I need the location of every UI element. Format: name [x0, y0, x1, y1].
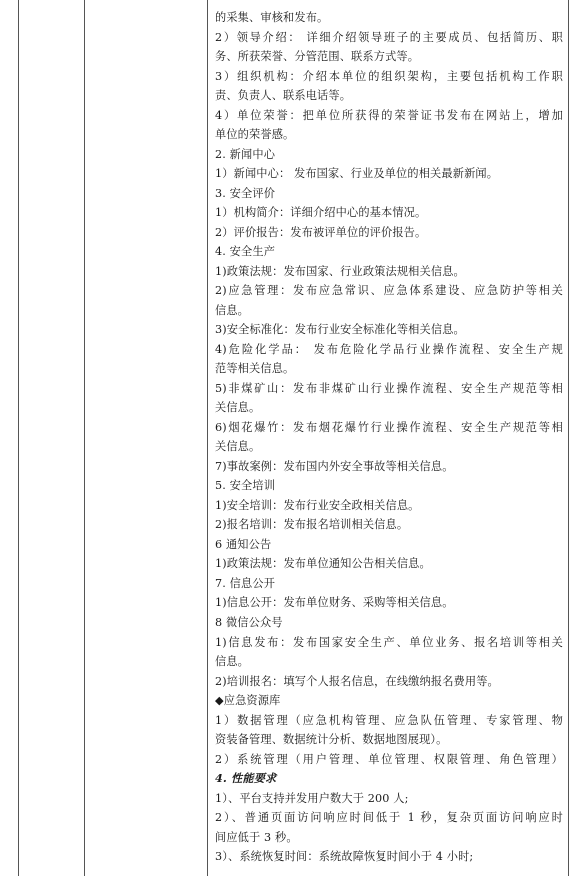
text-line: 4)危险化学品： 发布危险化学品行业操作流程、安全生产规: [215, 342, 563, 356]
text-line: 2)应急管理：发布应急常识、应急体系建设、应急防护等相关: [215, 284, 563, 298]
text-line: 的采集、审核和发布。: [215, 11, 329, 24]
text-line: 1)安全培训：发布行业安全政相关信息。: [215, 498, 420, 512]
text-line: 4. 安全生产: [215, 245, 276, 259]
text-line: 范等相关信息。: [215, 362, 295, 376]
text-line: 1）新闻中心： 发布国家、行业及单位的相关最新新闻。: [215, 167, 499, 181]
text-line: 7. 信息公开: [215, 576, 276, 590]
text-line: 务、所获荣誉、分管范围、联系方式等。: [215, 50, 420, 64]
text-line: 5. 安全培训: [215, 479, 276, 493]
text-line: 2）、普通页面访问响应时间低于 1 秒，复杂页面访问响应时: [215, 811, 563, 825]
table-column-divider-1: [84, 0, 85, 876]
text-line: 1）机构简介：详细介绍中心的基本情况。: [215, 206, 427, 220]
text-line: 3）组织机构：介绍本单位的组织架构，主要包括机构工作职: [215, 69, 563, 83]
text-line: 单位的荣誉感。: [215, 128, 295, 142]
text-line: 1)信息发布：发布国家安全生产、单位业务、报名培训等相关: [215, 635, 563, 649]
text-line: 5)非煤矿山：发布非煤矿山行业操作流程、安全生产规范等相: [215, 381, 563, 395]
text-line: 1)政策法规：发布国家、行业政策法规相关信息。: [215, 264, 465, 278]
text-line: 关信息。: [215, 401, 261, 415]
section-heading: 4. 性能要求: [215, 771, 277, 786]
text-line: 1)信息公开：发布单位财务、采购等相关信息。: [215, 596, 454, 610]
text-line: 2）评价报告：发布被评单位的评价报告。: [215, 225, 427, 239]
text-line: 8 微信公众号: [215, 615, 283, 629]
text-line: 1)政策法规：发布单位通知公告相关信息。: [215, 557, 431, 571]
text-line: 7)事故案例：发布国内外安全事故等相关信息。: [215, 459, 454, 473]
text-line: 2）领导介绍： 详细介绍领导班子的主要成员、包括简历、职: [215, 30, 563, 44]
text-line: 6 通知公告: [215, 537, 272, 551]
table-border-right: [568, 0, 569, 876]
text-line: 3. 安全评价: [215, 186, 276, 200]
text-line: 2. 新闻中心: [215, 147, 276, 161]
text-line: 责、负责人、联系电话等。: [215, 89, 352, 103]
text-line: 2）系统管理（用户管理、单位管理、权限管理、角色管理）: [215, 752, 563, 766]
text-line: 资装备管理、数据统计分析、数据地图展现）。: [215, 733, 448, 747]
text-line: 信息。: [215, 655, 250, 669]
text-line: 1）数据管理（应急机构管理、应急队伍管理、专家管理、物: [215, 713, 563, 727]
text-line: 3)安全标准化：发布行业安全标准化等相关信息。: [215, 323, 465, 337]
text-line: 2)培训报名：填写个人报名信息，在线缴纳报名费用等。: [215, 674, 499, 688]
text-line: 2)报名培训：发布报名培训相关信息。: [215, 518, 409, 532]
text-line: 4）单位荣誉：把单位所获得的荣誉证书发布在网站上，增加: [215, 108, 563, 122]
text-line: 信息。: [215, 303, 250, 317]
text-line: 6)烟花爆竹：发布烟花爆竹行业操作流程、安全生产规范等相: [215, 420, 563, 434]
text-line: 关信息。: [215, 440, 261, 454]
text-line: ◆应急资源库: [215, 694, 281, 708]
text-line: 3）、系统恢复时间：系统故障恢复时间小于 4 小时;: [215, 850, 474, 864]
table-column-divider-2: [207, 0, 208, 876]
table-border-left: [18, 0, 19, 876]
text-line: 间应低于 3 秒。: [215, 830, 298, 844]
text-line: 1）、平台支持并发用户数大于 200 人;: [215, 791, 409, 805]
table-cell-content: [215, 8, 563, 872]
